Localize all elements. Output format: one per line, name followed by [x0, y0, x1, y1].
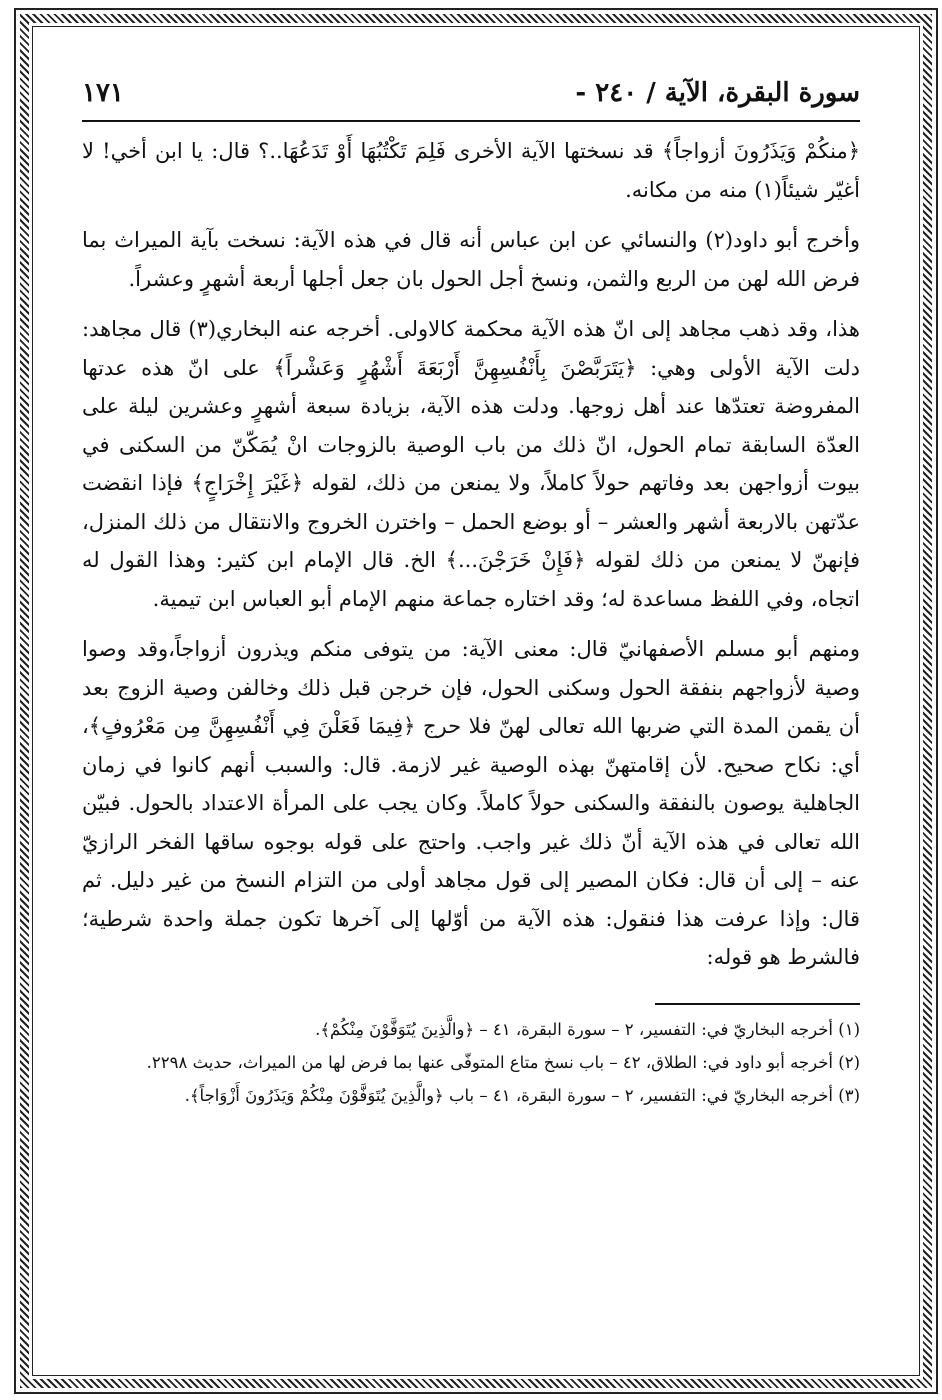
page-number: ١٧١: [82, 78, 124, 108]
paragraph-3: هذا، وقد ذهب مجاهد إلى انّ هذه الآية محكمة كالاولى. أخرجه عنه البخاري(٣) قال مجاهد: دلت الآية الأولى وهي: ﴿يَتَرَبَّصْنَ بِأَنْفُسِهِنَّ أَرْبَعَةَ أَشْهُرٍ وَعَشْراً﴾ على انّ هذه عدتها المفروضة تعتدّها عند أهل زوجها. ودلت هذه الآية، بزيادة سبعة أشهرٍ وعشرين ليلة على العدّة السابقة تمام الحول، انّ ذلك من باب الوصية بالزوجات انْ يُمَكّنّ من السكنى في بيوت أزواجهن بعد وفاتهم حولاً كاملاً، ولا يمنعن من ذلك، لقوله ﴿غَيْرَ إِخْرَاجٍ﴾ فإذا انقضت عدّتهن بالاربعة أشهر والعشر – أو بوضع الحمل – واخترن الخروج والانتقال من ذلك المنزل، فإنهنّ لا يمنعن من ذلك لقوله ﴿فَإِنْ خَرَجْنَ...﴾ الخ. قال الإمام ابن كثير: وهذا القول له اتجاه، وفي اللفظ مساعدة له؛ وقد اختاره جماعة منهم الإمام أبو العباس ابن تيمية.: [82, 317, 860, 611]
paragraph-4: ومنهم أبو مسلم الأصفهانيّ قال: معنى الآية: من يتوفى منكم ويذرون أزواجاً،وقد وصوا وصية لأزواجهم بنفقة الحول وسكنى الحول، فإن خرجن قبل ذلك وخالفن وصية الزوج بعد أن يقمن المدة التي ضربها الله تعالى لهنّ فلا حرج ﴿فِيمَا فَعَلْنَ فِي أَنْفُسِهِنَّ مِن مَعْرُوفٍ﴾، أي: نكاح صحيح. لأن إقامتهنّ بهذه الوصية غير لازمة. قال: والسبب أنهم كانوا في زمان الجاهلية يوصون بالنفقة والسكنى حولاً كاملاً. وكان يجب على المرأة الاعتداد بالحول. فبيّن الله تعالى في هذه الآية أنّ ذلك غير واجب. واحتج على قوله بوجوه ساقها الفخر الرازيّ عنه – إلى أن قال: فكان المصير إلى قول مجاهد أولى من التزام النسخ من غير دليل. ثم قال: وإذا عرفت هذا فنقول: هذه الآية من أوّلها إلى آخرها تكون جملة واحدة شرطية؛ فالشرط هو قوله:: [82, 637, 860, 969]
footnote-separator: [655, 1003, 860, 1005]
footnote-2: (٢) أخرجه أبو داود في: الطلاق، ٤٢ – باب نسخ متاع المتوفّى عنها بما فرض لها من الميراث، حديث ٢٢٩٨.: [146, 1052, 860, 1072]
paragraph-1: ﴿منكُمْ وَيَذَرُونَ أزواجاً﴾ قد نسختها الآية الأخرى فَلِمَ تَكْتُبُهَا أَوْ تَدَعُهَا..؟ قال: يا ابن أخي! لا أغيّر شيئاً(١) منه من مكانه.: [82, 139, 860, 202]
running-header: [82, 70, 860, 122]
footnote-1: (١) أخرجه البخاريّ في: التفسير، ٢ – سورة البقرة، ٤١ – ﴿والَّذِينَ يُتَوَفَّوْنَ مِنْكُمْ﴾.: [315, 1019, 860, 1039]
footnote-3: (٣) أخرجه البخاريّ في: التفسير، ٢ – سورة البقرة، ٤١ – باب ﴿والَّذِينَ يُتَوَفَّوْنَ مِنْكُمْ وَيَذَرُونَ أَزْوَاجاً﴾.: [184, 1085, 860, 1105]
header-title: سورة البقرة، الآية / ٢٤٠ -: [575, 78, 860, 108]
paragraph-2: وأخرج أبو داود(٢) والنسائي عن ابن عباس أنه قال في هذه الآية: نسخت بآية الميراث بما فرض الله لهن من الربع والثمن، ونسخ أجل الحول بان جعل أجلها أربعة أشهرٍ وعشراً.: [82, 228, 860, 291]
main-text: [82, 132, 860, 977]
book-page: [82, 70, 860, 1370]
footnotes: [82, 1015, 860, 1110]
